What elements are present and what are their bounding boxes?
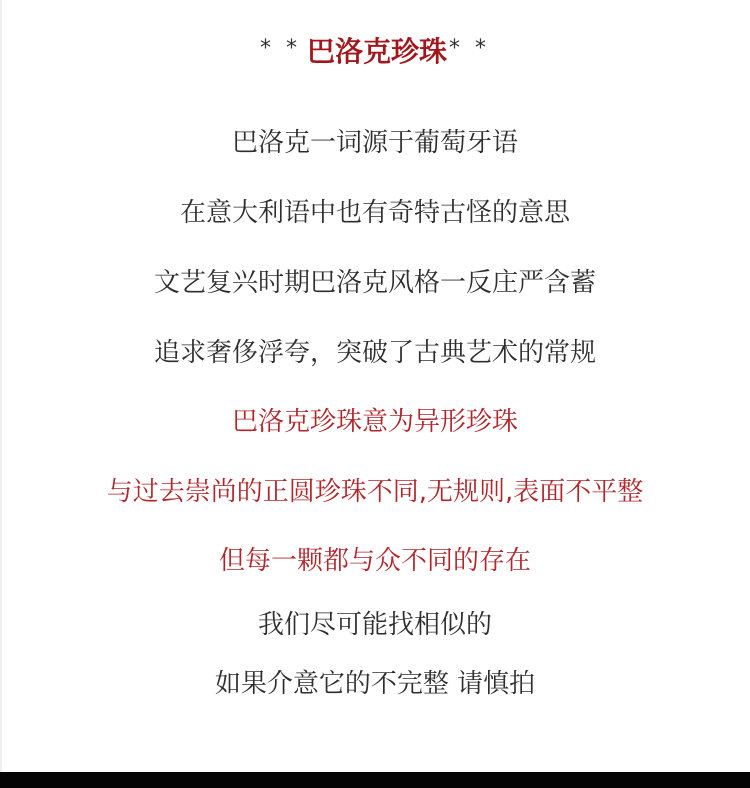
highlight-line-2: 与过去崇尚的正圆珍珠不同,无规则,表面不平整	[106, 477, 644, 507]
text-line-6: 如果介意它的不完整 请慎拍	[214, 669, 536, 699]
text-line-3: 文艺复兴时期巴洛克风格一反庄严含蓄	[153, 268, 596, 298]
text-line-2: 在意大利语中也有奇特古怪的意思	[179, 198, 570, 228]
text-line-1: 巴洛克一词源于葡萄牙语	[231, 128, 518, 158]
title-stars-right: * *	[449, 36, 490, 61]
section-title	[0, 30, 750, 75]
title-text: 巴洛克珍珠	[306, 35, 447, 68]
highlight-line-3: 但每一颗都与众不同的存在	[218, 546, 531, 576]
left-edge-divider	[0, 0, 2, 772]
text-line-5: 我们尽可能找相似的	[257, 610, 492, 640]
text-line-4: 追求奢侈浮夸，突破了古典艺术的常规	[153, 338, 596, 368]
bottom-dark-bar	[0, 772, 750, 788]
title-stars-left: * *	[259, 36, 301, 61]
highlight-line-1: 巴洛克珍珠意为异形珍珠	[231, 407, 518, 437]
